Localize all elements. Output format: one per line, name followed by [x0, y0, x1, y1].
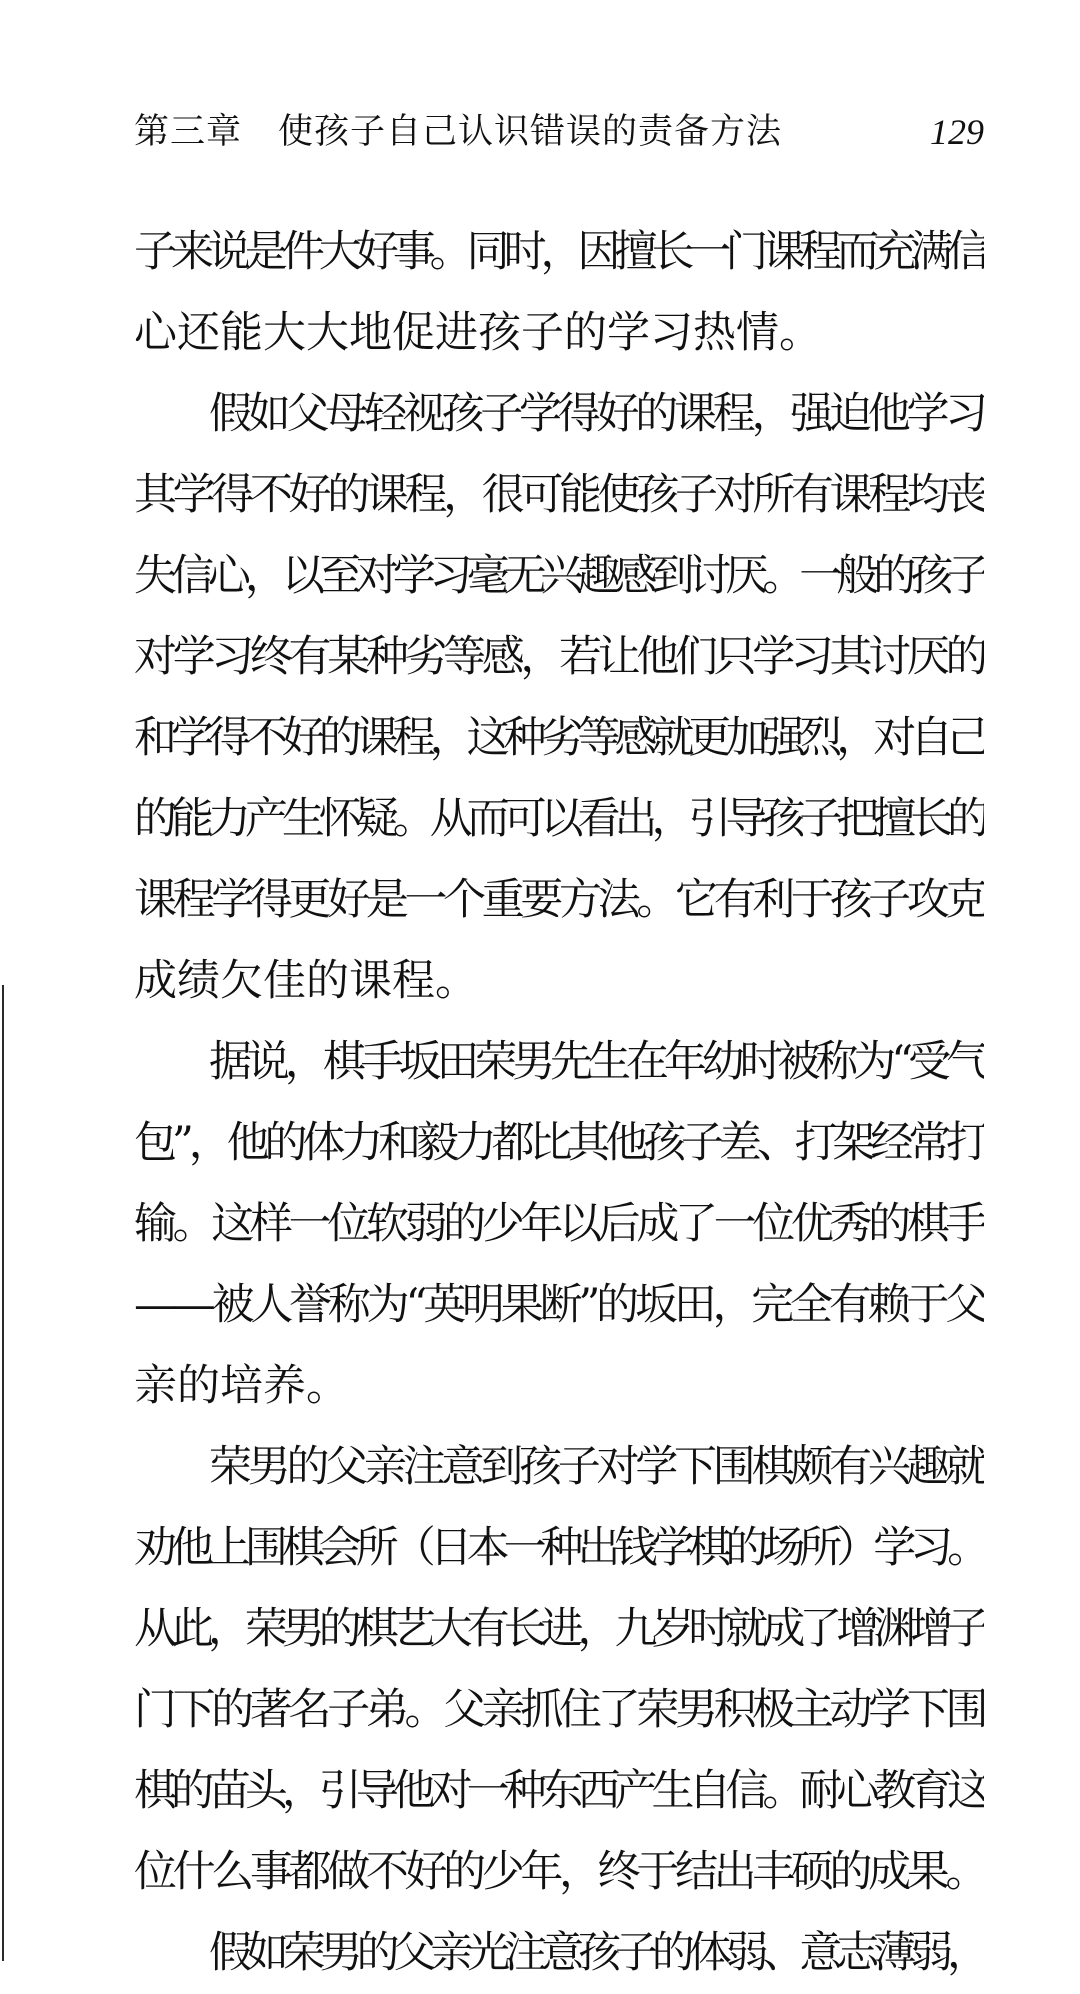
text-line: 棋的苗头，引导他对一种东西产生自信。耐心教育这 — [134, 1766, 984, 1816]
text-line: 失信心，以至对学习毫无兴趣感到讨厌。一般的孩子 — [134, 551, 984, 601]
text-line: 心还能大大地促进孩子的学习热情。 — [134, 308, 822, 358]
text-line: 的能力产生怀疑。从而可以看出，引导孩子把擅长的 — [134, 794, 984, 844]
running-header — [134, 104, 984, 160]
text-line: 门下的著名子弟。父亲抓住了荣男积极主动学下围 — [134, 1685, 984, 1735]
page-edge-line — [2, 985, 4, 1961]
text-line: 课程学得更好是一个重要方法。它有利于孩子攻克 — [134, 875, 984, 925]
text-line: 劝他上围棋会所（日本一种出钱学棋的场所）学习。 — [134, 1523, 984, 1573]
text-line: 子来说是件大好事。同时，因擅长一门课程而充满信 — [134, 227, 984, 277]
text-line: 其学得不好的课程，很可能使孩子对所有课程均丧 — [134, 470, 984, 520]
text-line: 据说，棋手坂田荣男先生在年幼时被称为“受气 — [209, 1037, 984, 1087]
text-line: 成绩欠佳的课程。 — [134, 956, 478, 1006]
text-line: 假如荣男的父亲光注意孩子的体弱、意志薄弱， — [209, 1928, 984, 1978]
text-line: 从此，荣男的棋艺大有长进，九岁时就成了增渊增子 — [134, 1604, 984, 1654]
text-line: 包”，他的体力和毅力都比其他孩子差、打架经常打 — [134, 1118, 984, 1168]
text-line: 位什么事都做不好的少年，终于结出丰硕的成果。 — [134, 1847, 984, 1897]
text-line: 假如父母轻视孩子学得好的课程，强迫他学习 — [209, 389, 984, 439]
page-number: 129 — [930, 112, 984, 152]
text-line: 亲的培养。 — [134, 1361, 349, 1411]
chapter-title: 第三章 使孩子自己认识错误的责备方法 — [134, 112, 783, 152]
text-line: 荣男的父亲注意到孩子对学下围棋颇有兴趣就 — [209, 1442, 984, 1492]
text-line: ——被人誉称为“英明果断”的坂田，完全有赖于父 — [134, 1280, 984, 1330]
text-line: 和学得不好的课程，这种劣等感就更加强烈，对自己 — [134, 713, 984, 763]
text-line: 对学习终有某种劣等感，若让他们只学习其讨厌的 — [134, 632, 984, 682]
text-line: 输。这样一位软弱的少年以后成了一位优秀的棋手 — [134, 1199, 984, 1249]
body-text — [134, 212, 984, 1994]
